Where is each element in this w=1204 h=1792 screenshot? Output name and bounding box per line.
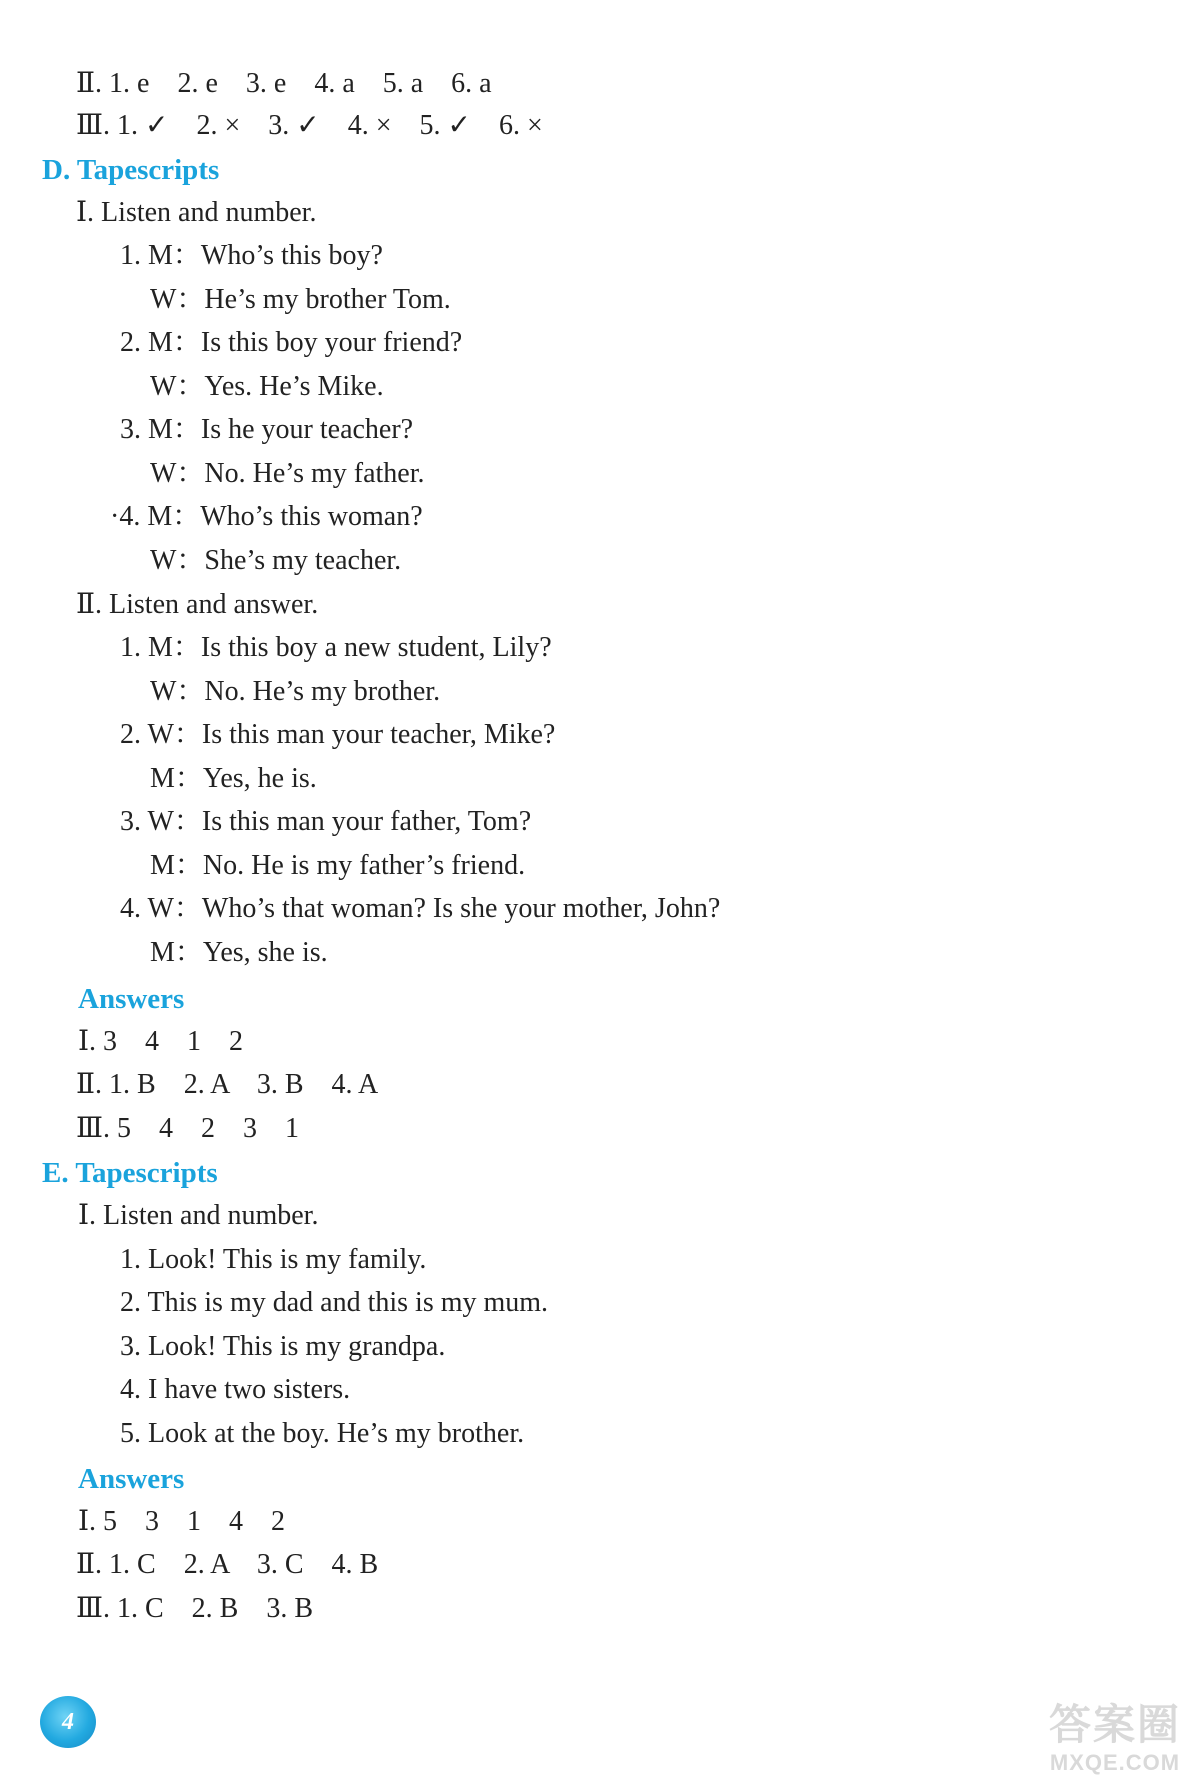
answer-row: Ⅱ. 1. C 2. A 3. C 4. B bbox=[76, 1549, 379, 1580]
section-e-part1-title: Ⅰ. Listen and number. bbox=[78, 1200, 319, 1231]
answer-row: Ⅲ. 1. C 2. B 3. B bbox=[76, 1593, 314, 1624]
page-number-badge: 4 bbox=[40, 1696, 96, 1748]
answer-row-iii: Ⅲ. 1. ✓ 2. × 3. ✓ 4. × 5. ✓ 6. × bbox=[76, 110, 543, 141]
transcript-line: W：She’s my teacher. bbox=[150, 545, 402, 576]
section-d-heading: D. Tapescripts bbox=[42, 154, 220, 186]
answer-row-ii: Ⅱ. 1. e 2. e 3. e 4. a 5. a 6. a bbox=[76, 68, 492, 99]
transcript-line: 3. M：Is he your teacher? bbox=[120, 414, 414, 445]
transcript-line: M：Yes, she is. bbox=[150, 937, 328, 968]
transcript-line: ·4. M：Who’s this woman? bbox=[110, 501, 423, 532]
transcript-line: 2. W：Is this man your teacher, Mike? bbox=[120, 719, 556, 750]
transcript-line: M：Yes, he is. bbox=[150, 763, 317, 794]
transcript-line: 2. M：Is this boy your friend? bbox=[120, 327, 463, 358]
transcript-line: W：No. He’s my brother. bbox=[150, 676, 441, 707]
transcript-line: 3. W：Is this man your father, Tom? bbox=[120, 806, 532, 837]
transcript-line: 1. M：Who’s this boy? bbox=[120, 240, 383, 271]
transcript-line: 4. W：Who’s that woman? Is she your mother, John? bbox=[120, 893, 721, 924]
section-d-part1-title: Ⅰ. Listen and number. bbox=[76, 197, 317, 228]
transcript-line: M：No. He is my father’s friend. bbox=[150, 850, 526, 881]
transcript-line: 5. Look at the boy. He’s my brother. bbox=[120, 1418, 525, 1449]
answer-row: Ⅲ. 5 4 2 3 1 bbox=[76, 1113, 300, 1144]
transcript-line: W：Yes. He’s Mike. bbox=[150, 371, 384, 402]
watermark-logo bbox=[1030, 1700, 1200, 1790]
section-e-answers-heading: Answers bbox=[78, 1463, 185, 1495]
section-d-answers-heading: Answers bbox=[78, 983, 185, 1015]
answer-row: Ⅰ. 3 4 1 2 bbox=[78, 1026, 244, 1057]
answer-row: Ⅱ. 1. B 2. A 3. B 4. A bbox=[76, 1069, 379, 1100]
transcript-line: W：No. He’s my father. bbox=[150, 458, 425, 489]
transcript-line: 3. Look! This is my grandpa. bbox=[120, 1331, 446, 1362]
answer-row: Ⅰ. 5 3 1 4 2 bbox=[78, 1506, 286, 1537]
transcript-line: 1. Look! This is my family. bbox=[120, 1244, 427, 1275]
transcript-line: 1. M：Is this boy a new student, Lily? bbox=[120, 632, 552, 663]
section-d-part2-title: Ⅱ. Listen and answer. bbox=[76, 589, 319, 620]
section-e-heading: E. Tapescripts bbox=[42, 1157, 218, 1189]
transcript-line: W：He’s my brother Tom. bbox=[150, 284, 451, 315]
watermark-site-text: MXQE.COM bbox=[1049, 1750, 1181, 1775]
transcript-line: 4. I have two sisters. bbox=[120, 1374, 351, 1405]
transcript-line: 2. This is my dad and this is my mum. bbox=[120, 1287, 549, 1318]
watermark-main-text: 答案圈 bbox=[1048, 1701, 1181, 1748]
